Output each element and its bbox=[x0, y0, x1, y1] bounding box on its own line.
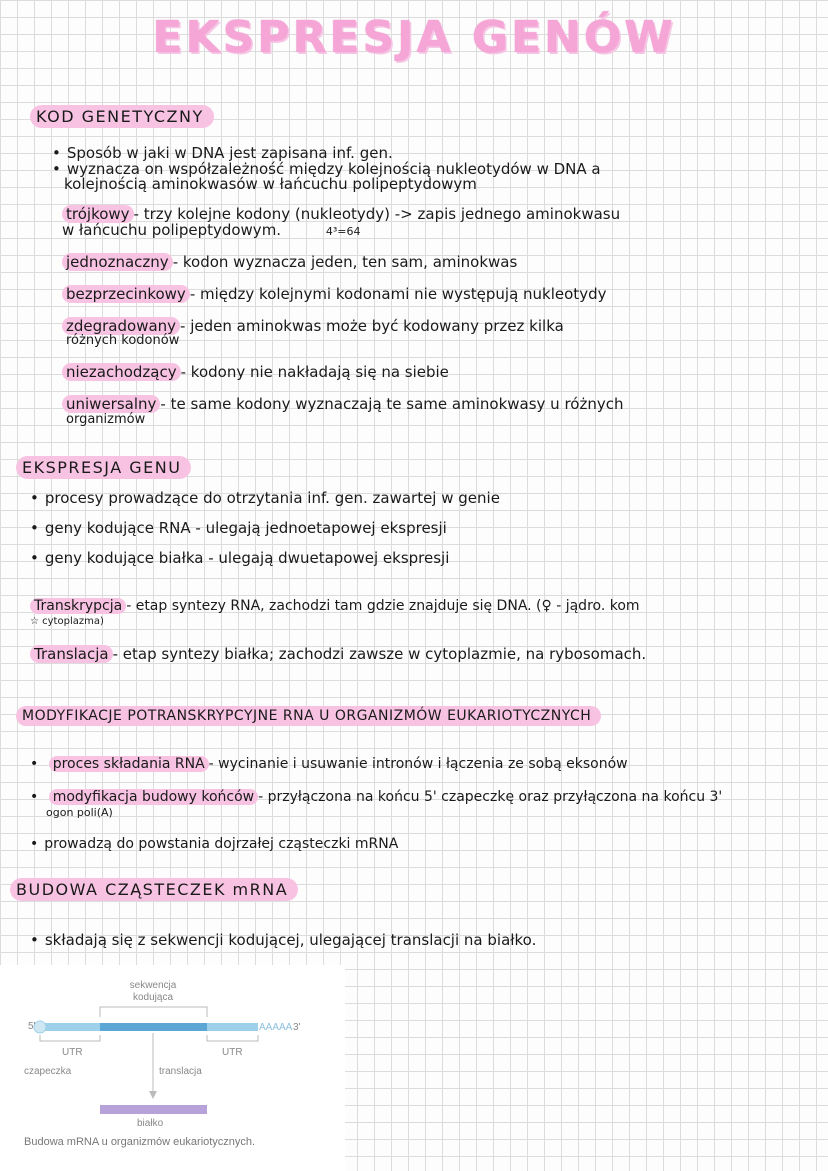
cap-icon bbox=[34, 1021, 46, 1033]
kod-trojkowy-b: w łańcuchu polipeptydowym. 4³=64 bbox=[62, 221, 361, 239]
heading-ekspresja-genu: EKSPRESJA GENU bbox=[16, 458, 191, 477]
diagram-label-protein: białko bbox=[137, 1118, 164, 1129]
kod-zdegradowany: zdegradowany - jeden aminokwas może być kodowany przez kilka bbox=[62, 318, 564, 335]
heading-budowa-mrna: BUDOWA CZĄSTECZEK mRNA bbox=[10, 880, 298, 899]
ekspresja-transkrypcja-b: ☆ cytoplazma) bbox=[30, 616, 104, 627]
heading-kod-genetyczny: KOD GENETYCZNY bbox=[30, 107, 214, 126]
kod-trojkowy: trójkowy - trzy kolejne kodony (nukleotydy) -> zapis jednego aminokwasu bbox=[62, 206, 620, 223]
budowa-bullet-1: • składają się z sekwencji kodującej, ulegającej translacji na białko. bbox=[30, 932, 536, 949]
utr-left-bracket bbox=[40, 1035, 100, 1041]
mrna-svg bbox=[0, 965, 345, 1125]
coding-region bbox=[100, 1023, 207, 1031]
mrna-diagram bbox=[0, 965, 345, 1171]
utr-right-bracket bbox=[207, 1035, 258, 1041]
protein-bar bbox=[100, 1105, 207, 1114]
kod-bullet-2b: kolejnością aminokwasów w łańcuchu polipeptydowym bbox=[64, 175, 477, 193]
ekspresja-bullet-2: • geny kodujące RNA - ulegają jednoetapowej ekspresji bbox=[30, 520, 447, 537]
diagram-label-utr-right: UTR bbox=[222, 1047, 243, 1058]
kod-uniwersalny: uniwersalny - te same kodony wyznaczają te same aminokwasy u różnych bbox=[62, 396, 623, 413]
ekspresja-transkrypcja: Transkrypcja - etap syntezy RNA, zachodzi tam gdzie znajduje się DNA. (♀ - jądro. kom bbox=[30, 598, 640, 615]
kod-uniwersalny-b: organizmów bbox=[66, 412, 146, 427]
diagram-label-coding: sekwencja kodująca bbox=[129, 980, 177, 1003]
page-title: EKSPRESJA GENÓW bbox=[152, 12, 676, 63]
kod-niezachodzacy: niezachodzący - kodony nie nakładają się na siebie bbox=[62, 364, 449, 381]
kod-jednoznaczny: jednoznaczny - kodon wyznacza jeden, ten sam, aminokwas bbox=[62, 254, 517, 271]
kod-trojkowy-c: 4³=64 bbox=[325, 225, 361, 238]
term-trojkowy: trójkowy bbox=[62, 205, 134, 223]
modyf-bullet-1: • proces składania RNA - wycinanie i usuwanie intronów i łączenia ze sobą eksonów bbox=[30, 756, 628, 773]
kod-bullet-1: • Sposób w jaki w DNA jest zapisana inf. gen. bbox=[52, 145, 393, 162]
kod-bullet-2a: • wyznacza on współzależność między kolejnością nukleotydów w DNA a bbox=[52, 161, 601, 178]
heading-modyfikacje: MODYFIKACJE POTRANSKRYPCYJNE RNA U ORGANIZMÓW EUKARIOTYCZNYCH bbox=[16, 708, 601, 724]
diagram-caption: Budowa mRNA u organizmów eukariotycznych. bbox=[24, 1136, 256, 1148]
diagram-label-polya: AAAAA bbox=[259, 1022, 293, 1033]
modyf-bullet-2: • modyfikacja budowy końców - przyłączona na końcu 5' czapeczkę oraz przyłączona na końcu 3' bbox=[30, 789, 722, 806]
diagram-label-utr-left: UTR bbox=[62, 1047, 83, 1058]
kod-bezprzecinkowy: bezprzecinkowy - między kolejnymi kodonami nie występują nukleotydy bbox=[62, 286, 606, 303]
diagram-label-cap: czapeczka bbox=[24, 1066, 72, 1077]
kod-zdegradowany-b: różnych kodonów bbox=[66, 333, 180, 348]
coding-bracket bbox=[100, 1007, 207, 1017]
ekspresja-bullet-1: • procesy prowadzące do otrzytania inf. gen. zawartej w genie bbox=[30, 490, 500, 507]
ekspresja-translacja: Translacja - etap syntezy białka; zachodzi zawsze w cytoplazmie, na rybosomach. bbox=[30, 646, 646, 663]
diagram-label-three: 3' bbox=[293, 1022, 301, 1033]
modyf-bullet-3: • prowadzą do powstania dojrzałej cząsteczki mRNA bbox=[30, 836, 398, 853]
arrow-head bbox=[149, 1091, 157, 1099]
ekspresja-bullet-3: • geny kodujące białka - ulegają dwuetapowej ekspresji bbox=[30, 550, 449, 567]
modyf-bullet-2b: ogon poli(A) bbox=[46, 806, 113, 819]
diagram-label-five: 5' bbox=[28, 1021, 36, 1032]
diagram-label-translation: translacja bbox=[159, 1066, 202, 1077]
